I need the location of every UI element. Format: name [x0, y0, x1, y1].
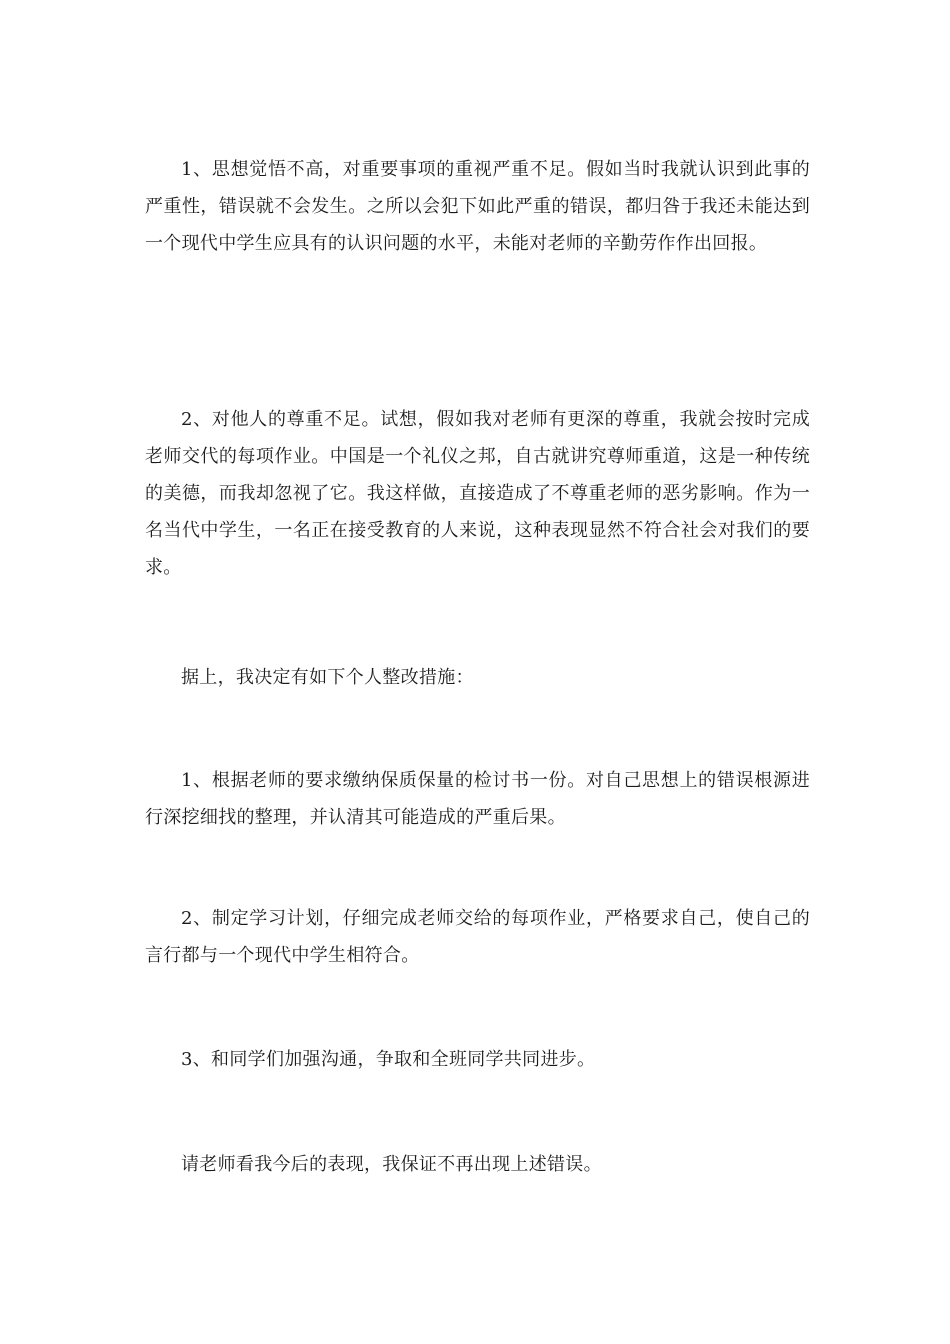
paragraph-measure-1: 1、根据老师的要求缴纳保质保量的检讨书一份。对自己思想上的错误根源进行深挖细找的整理，并认清其可能造成的严重后果。: [145, 770, 810, 828]
paragraph-reflection-1: 1、思想觉悟不高，对重要事项的重视严重不足。假如当时我就认识到此事的严重性，错误就不会发生。之所以会犯下如此严重的错误，都归咎于我还未能达到一个现代中学生应具有的认识问题的水平，未能对老师的辛勤劳作作出回报。: [145, 159, 810, 254]
paragraph-reflection-2: 2、对他人的尊重不足。试想，假如我对老师有更深的尊重，我就会按时完成老师交代的每项作业。中国是一个礼仪之邦，自古就讲究尊师重道，这是一种传统的美德，而我却忽视了它。我这样做，直接造成了不尊重老师的恶劣影响。作为一名当代中学生，一名正在接受教育的人来说，这种表现显然不符合社会对我们的要求。: [145, 409, 810, 578]
paragraph-closing: 请老师看我今后的表现，我保证不再出现上述错误。: [181, 1154, 602, 1175]
paragraph-measure-3: 3、和同学们加强沟通，争取和全班同学共同进步。: [181, 1049, 596, 1070]
paragraph-measures-intro: 据上，我决定有如下个人整改措施：: [181, 667, 474, 688]
paragraph-measure-2: 2、制定学习计划，仔细完成老师交给的每项作业，严格要求自己，使自己的言行都与一个现代中学生相符合。: [145, 908, 810, 966]
